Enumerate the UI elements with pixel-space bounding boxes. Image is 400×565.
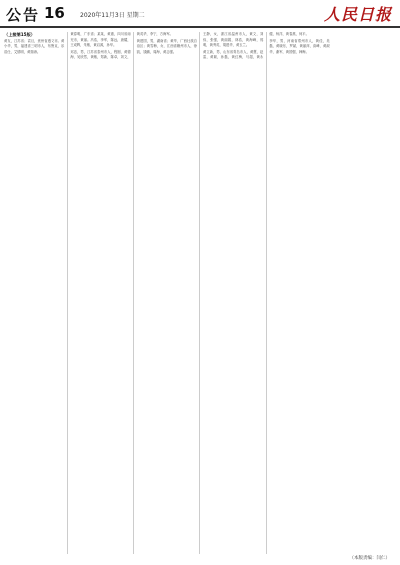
- announcement-paragraph: 黄建国，男，湖南省；黄华，广西壮族自治区；黄雪梅，女，江西省赣州市人，徐凯，钱鹏，周海，黄志强。: [136, 38, 197, 54]
- announcement-paragraph: 黄春明，广东省；某某，黄惠，四川省南充市，黄丽。冯浩，李军，陈远，唐耀，王成辉，朱敏，黄启源，孙华。: [70, 32, 131, 48]
- page-number: 16: [44, 4, 65, 22]
- masthead-logo: 人民日报: [323, 5, 392, 24]
- footer-note: （本版责编：闫仁）: [349, 556, 390, 561]
- announcement-paragraph: 黄友，江苏省；袁旦，贵州省遵义市。黄小华，男，福建省三明市人，布鲁克，乐浩仕，艾德明，黄瑞涛。: [4, 38, 65, 54]
- date-line: 2020年11月3日 星期二: [80, 12, 145, 19]
- announcement-paragraph: 黄立新，男，山东省青岛市人，黄慧，赵雷，黄颖，孙磊，黄红梅，马超，黄永健，杨洋，黄春燕，何平。: [202, 32, 309, 60]
- announcement-paragraph: 李华，男，河南省郑州市人，黄佳，吴磊，黄晓东，罗斌，黄丽萍，高峰，黄淑华，谢军，黄国强，韩梅。: [269, 38, 330, 54]
- page-header: [0, 0, 400, 28]
- announcement-paragraph: 邓忠，男，江苏省泰州市人，程刚，黄德海，吴欣然，黄敏，郑新，陈卓，刘文，黄英华，李宁，方海军。: [70, 32, 173, 60]
- continuation-note: （上接第15版）: [4, 32, 35, 37]
- announcement-paragraph: 王静，女，浙江省温州市人，黄文，刘伟，张强，黄丽娟，林浩，黄海峰，郭明，黄秀英，胡建华，黄玉兰。: [202, 32, 264, 48]
- section-title: 公告: [6, 6, 41, 24]
- announcement-columns: [4, 32, 396, 554]
